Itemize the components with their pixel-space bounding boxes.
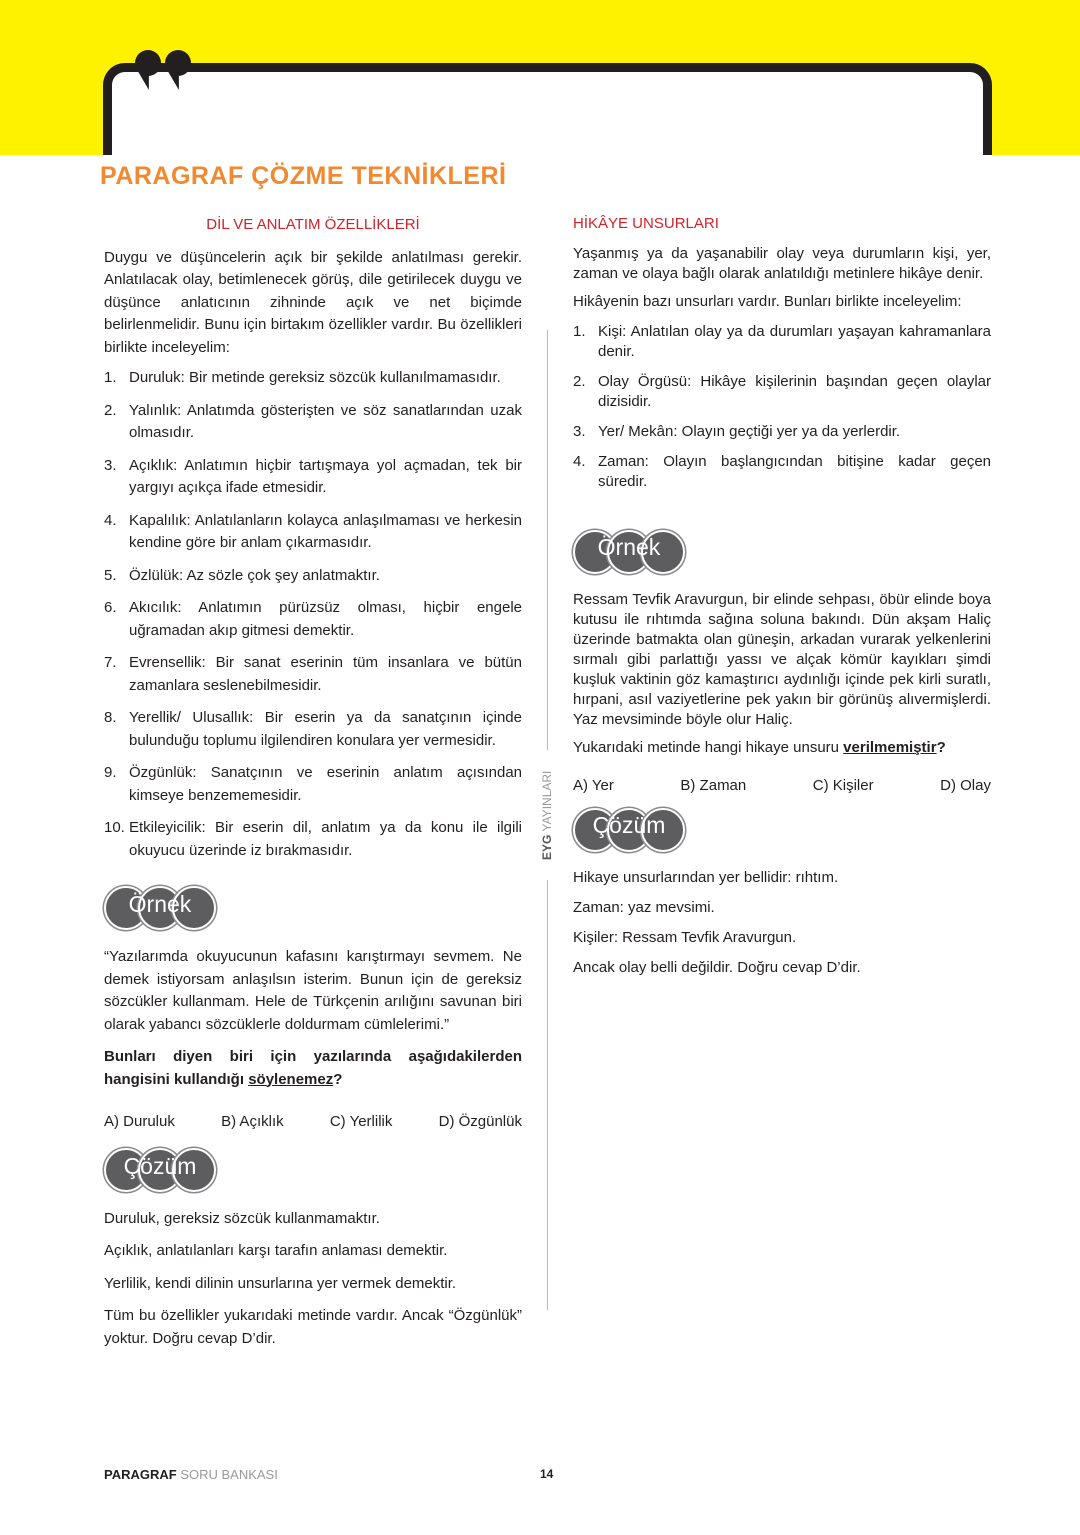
list-item — [104, 817, 522, 862]
item-number: 1. — [573, 323, 586, 340]
list-item — [573, 372, 991, 412]
solution-line: Yerlilik, kendi dilinin unsurlarına yer vermek demektir. — [104, 1274, 457, 1292]
item-text: Etkileyicilik: Bir eserin dil, anlatım ya da konu ile ilgili okuyucu üzerinde iz bırakmasıdır. — [129, 819, 522, 859]
list-item — [104, 400, 522, 445]
list-item — [104, 652, 522, 697]
list-item — [104, 707, 522, 752]
list-item — [104, 367, 522, 390]
list-item — [104, 510, 522, 555]
item-text: Kişi: Anlatılan olay ya da durumları yaşayan kahramanlara denir. — [598, 323, 991, 360]
item-text: Yer/ Mekân: Olayın geçtiği yer ya da yerlerdir. — [598, 423, 901, 440]
item-text: Olay Örgüsü: Hikâye kişilerinin başından geçen olaylar dizisidir. — [598, 373, 991, 410]
solution-line: Hikaye unsurlarından yer bellidir: rıhtım. — [573, 869, 839, 886]
list-item — [573, 452, 991, 492]
item-number: 9. — [104, 764, 117, 781]
example-text: “Yazılarımda okuyucunun kafasını karıştırmayı sevmem. Ne demek istiyorsam anlaşılsın isterim. Bunun için de gereksiz sözcükler kullanmam. Hele de Türkçenin arılığını savunan biri olarak yabancı sözcüklerle doldurmam cümlelerimi.” — [104, 948, 522, 1033]
item-text: Akıcılık: Anlatımın pürüzsüz olması, hiçbir engele uğramadan akıp gitmesi demektir. — [129, 599, 522, 639]
column-divider — [547, 880, 548, 1310]
column-divider — [547, 330, 548, 750]
item-text: Açıklık: Anlatımın hiçbir tartışmaya yol açmadan, tek bir yargıyı açıkça ifade etmesidir. — [129, 456, 522, 496]
item-number: 7. — [104, 654, 117, 671]
solution-line: Zaman: yaz mevsimi. — [573, 899, 715, 916]
list-item — [573, 322, 991, 362]
item-text: Özlülük: Az sözle çok şey anlatmaktır. — [129, 566, 380, 584]
element-list — [573, 322, 991, 492]
option-c: C) Yerlilik — [329, 1113, 393, 1130]
solution-line: Ancak olay belli değildir. Doğru cevap D’dir. — [573, 959, 861, 976]
solution-line: Duruluk, gereksiz sözcük kullanmamaktır. — [104, 1209, 380, 1227]
option-d: D) Olay — [940, 777, 991, 794]
item-number: 4. — [104, 511, 117, 529]
options — [104, 1111, 522, 1134]
option-d: D) Özgünlük — [438, 1113, 522, 1130]
option-b: B) Açıklık — [221, 1113, 284, 1130]
question: Bunları diyen biri için yazılarında aşağıdakilerden hangisini kullandığı söylenemez? — [104, 1048, 522, 1088]
option-a: A) Duruluk — [104, 1113, 175, 1130]
item-number: 2. — [104, 401, 117, 419]
item-number: 6. — [104, 599, 117, 616]
section-heading: DİL VE ANLATIM ÖZELLİKLERİ — [206, 216, 420, 233]
list-item — [104, 762, 522, 807]
option-a: A) Yer — [573, 777, 614, 794]
item-text: Duruluk: Bir metinde gereksiz sözcük kullanılmamasıdır. — [129, 369, 501, 386]
item-number: 10. — [104, 819, 125, 836]
option-b: B) Zaman — [680, 777, 747, 794]
item-text: Evrensellik: Bir sanat eserinin tüm insanlara ve bütün zamanlara seslenebilmesidir. — [129, 654, 522, 694]
quote-icon — [135, 50, 191, 76]
item-number: 5. — [104, 566, 117, 584]
solution-line: Açıklık, anlatılanları karşı tarafın anlaması demektir. — [104, 1242, 448, 1259]
left-column — [104, 214, 522, 1358]
item-text: Kapalılık: Anlatılanların kolayca anlaşılmaması ve herkesin kendine göre bir anlam çıkarmasıdır. — [129, 511, 522, 551]
item-text: Zaman: Olayın başlangıcından bitişine kadar geçen süredir. — [598, 453, 991, 490]
item-number: 3. — [573, 423, 586, 440]
page-title: PARAGRAF ÇÖZME TEKNİKLERİ — [100, 162, 507, 190]
example-badge: Örnek — [573, 528, 685, 576]
list-item — [104, 597, 522, 642]
solution-line: Kişiler: Ressam Tevfik Aravurgun. — [573, 929, 797, 946]
publisher-label: EYG YAYINLARI — [540, 770, 554, 860]
intro: Yaşanmış ya da yaşanabilir olay veya durumların kişi, yer, zaman ve olaya bağlı olarak anlatıldığı metinlere hikâye denir. — [573, 245, 991, 282]
list-item — [104, 455, 522, 500]
intro: Hikâyenin bazı unsurları vardır. Bunları birlikte inceleyelim: — [573, 293, 962, 310]
right-column — [573, 214, 991, 986]
item-number: 2. — [573, 373, 586, 390]
footer-title: PARAGRAF SORU BANKASI — [104, 1467, 278, 1482]
question: Yukarıdaki metinde hangi hikaye unsuru verilmemiştir? — [573, 739, 946, 756]
solution-badge: Çözüm — [104, 1146, 216, 1194]
example-text: Ressam Tevfik Aravurgun, bir elinde sehpası, öbür elinde boya kutusu ile rıhtımda sağına soluna bakındı. Dün akşam Haliç üzerinde batmakta olan güneşin, arkadan vurarak yelkenlerini sırmalı gibi parlattığı yassı ve alçak kömür kayıkları şimdi kuşluk vaktinin göz kamaştırıcı aydınlığı içinde pek kirli suratlı, hırpani, asıl vaziyetlerine pek yakın bir görünüş alıvermişlerdi. Yaz mevsiminde böyle olur Haliç. — [573, 591, 991, 728]
list-item — [104, 565, 522, 588]
item-text: Özgünlük: Sanatçının ve eserinin anlatım açısından kimseye benzememesidir. — [129, 764, 522, 804]
intro: Duygu ve düşüncelerin açık bir şekilde anlatılması gerekir. Anlatılacak olay, betimlenecek görüş, dile getirilecek duygu ve düşünce anlatıcının zihninde açık ve net biçimde belirlenmelidir. Bunu için birtakım özellikler vardır. Bu özellikleri birlikte inceleyelim: — [104, 248, 522, 356]
item-number: 1. — [104, 369, 117, 386]
item-text: Yalınlık: Anlatımda gösterişten ve söz sanatlarından uzak olmasıdır. — [129, 401, 522, 441]
page-number: 14 — [540, 1467, 554, 1481]
list-item — [573, 422, 991, 442]
example-badge: Örnek — [104, 884, 216, 932]
options — [573, 776, 991, 796]
item-number: 8. — [104, 709, 117, 726]
solution-line: Tüm bu özellikler yukarıdaki metinde vardır. Ancak “Özgünlük” yoktur. Doğru cevap D’dir. — [104, 1307, 522, 1347]
feature-list — [104, 367, 522, 862]
item-text: Yerellik/ Ulusallık: Bir eserin ya da sanatçının içinde bulunduğu toplumu ilgilendiren konulara yer vermesidir. — [129, 709, 522, 749]
item-number: 3. — [104, 456, 117, 474]
option-c: C) Kişiler — [812, 777, 874, 794]
section-heading: HİKÂYE UNSURLARI — [573, 215, 719, 232]
item-number: 4. — [573, 453, 586, 470]
solution-badge: Çözüm — [573, 806, 685, 854]
